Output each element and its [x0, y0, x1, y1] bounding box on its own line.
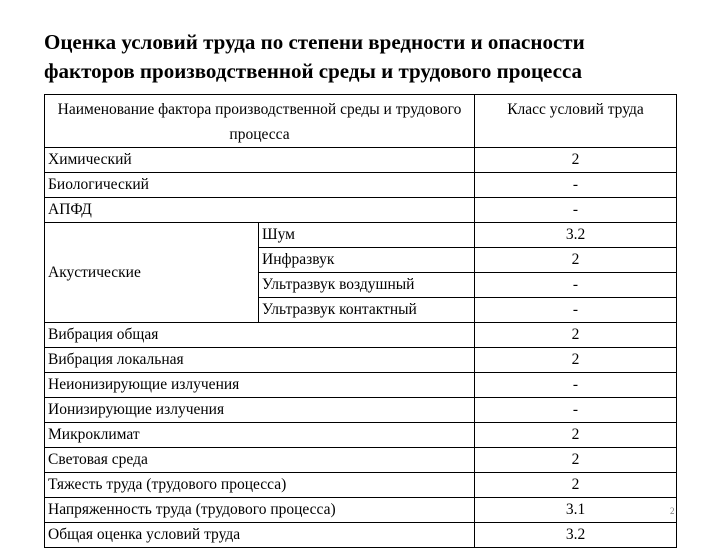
table-row	[45, 523, 677, 548]
class-value-cell: 3.2	[475, 523, 677, 548]
table-header-row	[45, 95, 677, 148]
table-row	[45, 398, 677, 423]
working-conditions-table	[44, 94, 677, 548]
factor-name-cell: Вибрация локальная	[45, 348, 475, 373]
table-row	[45, 323, 677, 348]
factor-name-cell: Ионизирующие излучения	[45, 398, 475, 423]
factor-name-cell: Химический	[45, 148, 475, 173]
class-value-cell: -	[475, 198, 677, 223]
class-value-cell: 2	[475, 473, 677, 498]
factor-name-cell: Тяжесть труда (трудового процесса)	[45, 473, 475, 498]
class-value-cell: 2	[475, 148, 677, 173]
acoustic-subfactor-name: Инфразвук	[259, 248, 475, 273]
table-row	[45, 473, 677, 498]
class-value-cell: 3.2	[475, 223, 677, 248]
table-row	[45, 423, 677, 448]
page-number: 2	[670, 506, 675, 516]
table-row	[45, 148, 677, 173]
factor-name-cell: АПФД	[45, 198, 475, 223]
factor-name-cell: Световая среда	[45, 448, 475, 473]
title-line-2: факторов производственной среды и трудового процесса	[44, 59, 583, 83]
class-value-cell: 2	[475, 248, 677, 273]
class-value-cell: 3.1	[475, 498, 677, 523]
factor-name-cell: Напряженность труда (трудового процесса)	[45, 498, 475, 523]
class-value-cell: -	[475, 173, 677, 198]
acoustic-subfactor-name: Ультразвук воздушный	[259, 273, 475, 298]
table-row	[45, 198, 677, 223]
header-factor-name: Наименование фактора производственной среды и трудового процесса	[45, 95, 475, 148]
header-class: Класс условий труда	[475, 95, 677, 148]
title-line-1: Оценка условий труда по степени вредности и опасности	[44, 30, 585, 54]
class-value-cell: -	[475, 273, 677, 298]
class-value-cell: 2	[475, 323, 677, 348]
class-value-cell: -	[475, 373, 677, 398]
factor-name-cell: Микроклимат	[45, 423, 475, 448]
acoustic-subfactor-name: Ультразвук контактный	[259, 298, 475, 323]
class-value-cell: 2	[475, 448, 677, 473]
table-row	[45, 448, 677, 473]
table-row	[45, 173, 677, 198]
table-row	[45, 348, 677, 373]
class-value-cell: -	[475, 398, 677, 423]
table-row	[45, 373, 677, 398]
class-value-cell: 2	[475, 423, 677, 448]
factor-name-cell: Биологический	[45, 173, 475, 198]
slide-title	[44, 28, 704, 86]
table-row	[45, 498, 677, 523]
class-value-cell: -	[475, 298, 677, 323]
class-value-cell: 2	[475, 348, 677, 373]
table-row-acoustic	[45, 223, 677, 248]
acoustic-group-label: Акустические	[45, 223, 259, 323]
factor-name-cell: Неионизирующие излучения	[45, 373, 475, 398]
factor-name-cell: Вибрация общая	[45, 323, 475, 348]
factor-name-cell: Общая оценка условий труда	[45, 523, 475, 548]
acoustic-subfactor-name: Шум	[259, 223, 475, 248]
